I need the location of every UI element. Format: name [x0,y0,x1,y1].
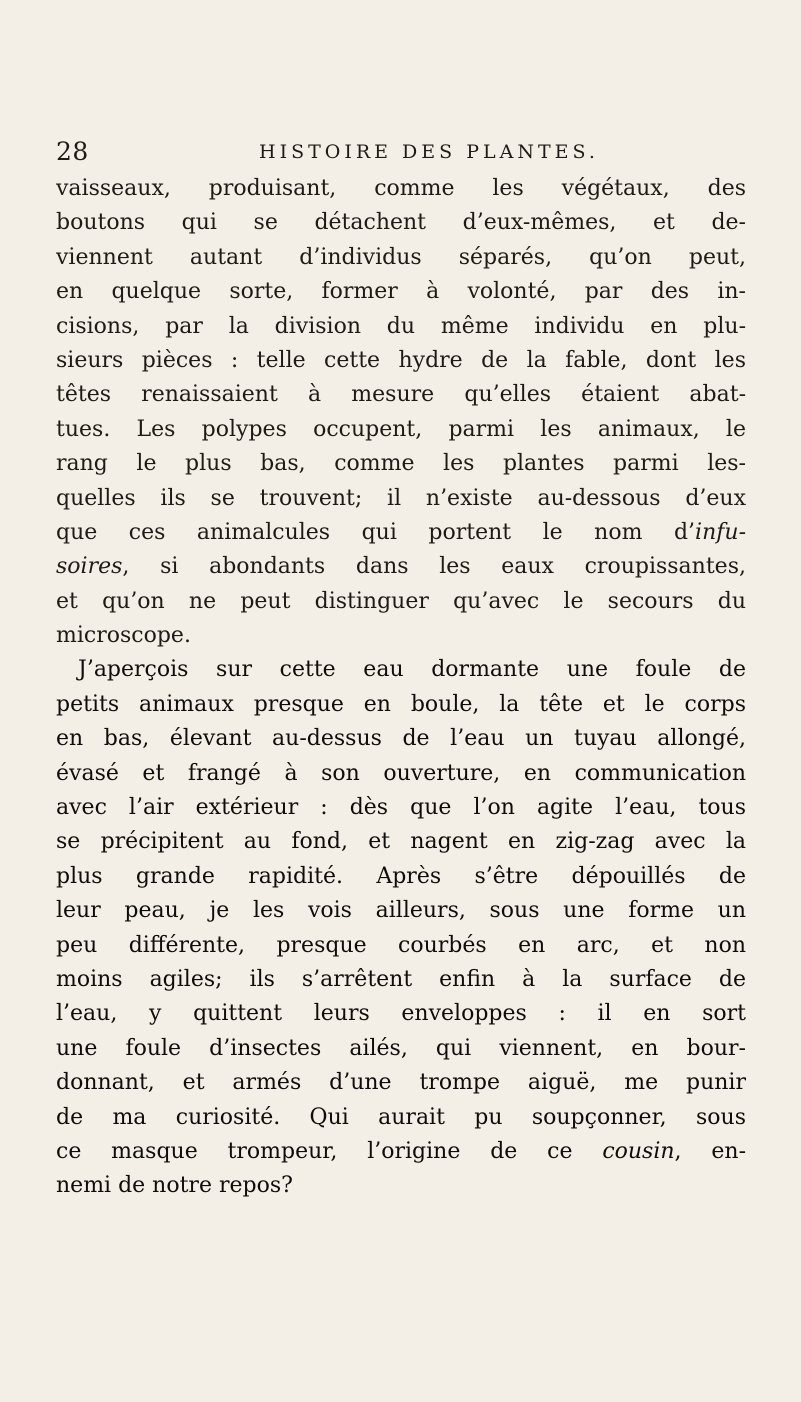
text-line: tues. Les polypes occupent, parmi les animaux, le [56,416,746,442]
text-line: boutons qui se détachent d’eux-mêmes, et de- [56,210,746,236]
page-header [56,132,676,172]
text-line: microscope. [56,623,191,649]
text-line: de ma curiosité. Qui aurait pu soupçonner, sous [56,1104,746,1130]
text-line: têtes renaissaient à mesure qu’elles étaient abat- [56,382,746,408]
text-line: petits animaux presque en boule, la tête et le corps [56,691,746,717]
text-line: en quelque sorte, former à volonté, par des in- [56,279,746,305]
text-line: évasé et frangé à son ouverture, en communication [56,760,746,786]
text-line-with-italic [56,516,746,550]
text-line: viennent autant d’individus séparés, qu’on peut, [56,244,746,270]
text-line: rang le plus bas, comme les plantes parmi les- [56,451,746,477]
text-line: avec l’air extérieur : dès que l’on agite l’eau, tous [56,795,746,821]
body-text [56,172,746,1204]
line-text: ce masque trompeur, l’origine de ce [56,1138,603,1164]
text-line: quelles ils se trouvent; il n’existe au-dessous d’eux [56,485,746,511]
text-line-with-italic [56,550,746,584]
line-text: que ces animalcules qui portent le nom d’ [56,519,696,545]
text-line: cisions, par la division du même individu en plu- [56,313,746,339]
text-line: leur peau, je les vois ailleurs, sous une forme un [56,898,746,924]
text-line: donnant, et armés d’une trompe aiguë, me punir [56,1070,746,1096]
text-line: moins agiles; ils s’arrêtent enfin à la surface de [56,966,746,992]
text-line: vaisseaux, produisant, comme les végétaux, des [56,176,746,201]
italic-term: infu- [695,519,746,545]
text-line: en bas, élevant au-dessus de l’eau un tuyau allongé, [56,726,746,752]
text-line: une foule d’insectes ailés, qui viennent, en bour- [56,1035,746,1061]
text-line: sieurs pièces : telle cette hydre de la fable, dont les [56,347,746,373]
running-head: HISTOIRE DES PLANTES. [259,141,599,163]
italic-term: soires [56,554,123,580]
italic-term: cousin [602,1138,675,1164]
text-line: l’eau, y quittent leurs enveloppes : il en sort [56,1001,746,1027]
text-line: et qu’on ne peut distinguer qu’avec le secours du [56,588,746,614]
text-line: nemi de notre repos? [56,1173,293,1199]
text-line: peu différente, presque courbés en arc, et non [56,932,746,958]
line-text: , en- [674,1138,746,1164]
line-text: , si abondants dans les eaux croupissantes, [122,554,746,580]
text-line: plus grande rapidité. Après s’être dépouillés de [56,863,746,889]
page-number: 28 [56,137,89,166]
text-line-with-italic [56,1135,746,1169]
paragraph-start-line: J’aperçois sur cette eau dormante une foule de [78,657,746,683]
text-line: se précipitent au fond, et nagent en zig-zag avec la [56,829,746,855]
